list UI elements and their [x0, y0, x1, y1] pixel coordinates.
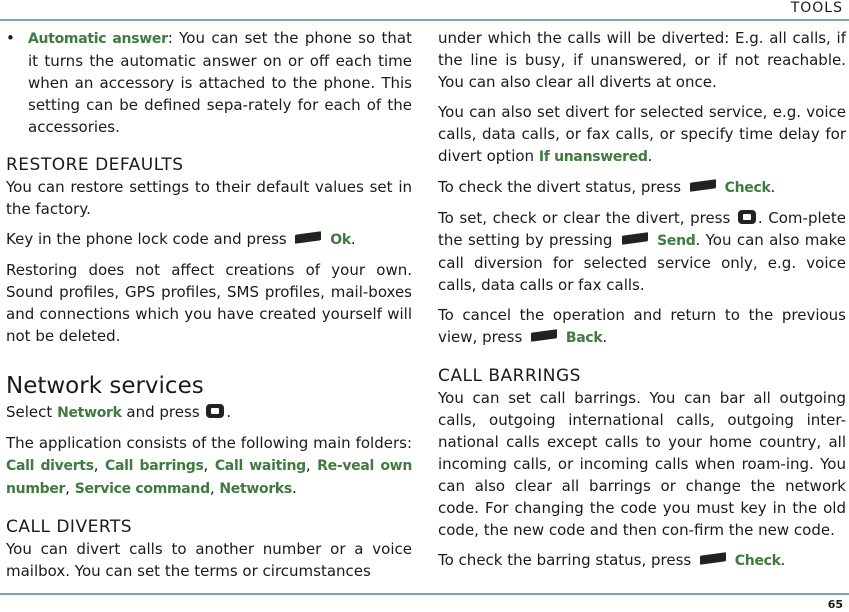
select-pre-text: Select — [6, 403, 53, 421]
call-barrings-heading: CALL BARRINGS — [438, 366, 581, 386]
barring-check-text: To check the barring status, press — [438, 551, 692, 569]
header-divider — [0, 19, 849, 21]
right-column — [438, 27, 846, 580]
call-diverts-paragraph: You can divert calls to another number or a voice mailbox. You can set the terms or circumstances — [6, 540, 412, 580]
restore-defaults-heading: RESTORE DEFAULTS — [6, 155, 184, 175]
back-keyword: Back — [565, 330, 603, 346]
restore-p2-text: Key in the phone lock code and press — [6, 230, 287, 248]
ok-keyword: Ok — [330, 232, 351, 248]
send-keyword: Send — [657, 233, 696, 249]
folder-call-waiting: Call waiting — [214, 458, 306, 474]
page-number: 65 — [827, 598, 843, 611]
left-softkey-icon — [690, 179, 716, 192]
divert-check-paragraph: To check the divert status, press Check. — [438, 178, 776, 196]
folders-intro-text: The application consists of the following main folders: — [6, 434, 412, 452]
divert-service-paragraph: You can also set divert for selected service, e.g. voice calls, data calls, or fax calls, or specify time delay for divert option If unanswered. — [438, 103, 846, 165]
left-softkey-icon — [295, 231, 321, 244]
left-column — [6, 27, 412, 590]
divert-set-text-b: . Com-plete the setting by pressing — [438, 209, 846, 249]
center-key-icon — [738, 210, 756, 224]
network-select-paragraph: Select Network and press . — [6, 403, 232, 421]
left-softkey-icon — [622, 232, 648, 245]
center-key-icon — [206, 404, 224, 418]
left-softkey-icon — [700, 552, 726, 565]
folder-call-barrings: Call barrings — [105, 458, 204, 474]
folder-networks: Networks — [219, 481, 292, 497]
divert-set-paragraph — [438, 207, 846, 296]
automatic-answer-text: : You can set the phone so that it turns the automatic answer on or off each time when an accessory is attached to the phone. This setting can be defined sepa-rately for each of the accessories. — [28, 29, 412, 136]
right-softkey-icon — [531, 329, 557, 342]
divert-check-text: To check the divert status, press — [438, 178, 682, 196]
call-barrings-paragraph: You can set call barrings. You can bar all outgoing calls, outgoing international calls, outgoing inter-national calls except calls to your home country, all incoming calls, or incoming calls when roam-ing. You can also clear all barrings or change the network code. For changing the code you must key in the old code, the new code and then con-firm the new code. — [438, 389, 846, 539]
call-diverts-heading: CALL DIVERTS — [6, 517, 133, 537]
restore-paragraph-1: You can restore settings to their default values set in the factory. — [6, 178, 412, 218]
automatic-answer-item — [6, 27, 412, 138]
divert-conditions-paragraph: under which the calls will be diverted: E.g. all calls, if the line is busy, if unanswered, or if not reachable. You can also clear all diverts at once. — [438, 29, 846, 91]
header-title: TOOLS — [790, 0, 843, 16]
barring-check-paragraph: To check the barring status, press Check. — [438, 551, 786, 569]
divert-service-text: You can also set divert for selected service, e.g. voice calls, data calls, or fax calls, or specify time delay for divert option — [438, 103, 846, 165]
network-folders-paragraph: The application consists of the following main folders: Call diverts, Call barrings, Call waiting, Re-veal own number, Service command, Networks. — [6, 434, 412, 497]
check-keyword: Check — [724, 180, 771, 196]
divert-set-text-a: To set, check or clear the divert, press — [438, 209, 731, 227]
check-keyword: Check — [734, 553, 781, 569]
bullet-icon: • — [6, 29, 15, 47]
cancel-paragraph: To cancel the operation and return to the previous view, press Back. — [438, 306, 846, 346]
restore-paragraph-3: Restoring does not affect creations of your own. Sound profiles, GPS profiles, SMS profiles, mail-boxes and connections which you have created yourself will not be deleted. — [6, 261, 412, 345]
cancel-text: To cancel the operation and return to the previous view, press — [438, 306, 846, 346]
restore-paragraph-2: Key in the phone lock code and press Ok. — [6, 230, 356, 248]
folder-service-command: Service command — [74, 481, 210, 497]
automatic-answer-term: Automatic answer — [28, 31, 168, 47]
network-keyword: Network — [57, 405, 122, 421]
select-mid-text: and press — [126, 403, 200, 421]
divert-set-text-c: . You can also make call diversion for selected service only, e.g. voice calls, data calls or fax calls. — [438, 231, 846, 294]
folder-reveal-own-number: Re-veal own number — [6, 458, 412, 497]
footer-divider — [0, 593, 849, 595]
network-services-heading: Network services — [6, 373, 204, 399]
if-unanswered-keyword: If unanswered — [538, 149, 648, 165]
folder-call-diverts: Call diverts — [6, 458, 94, 474]
